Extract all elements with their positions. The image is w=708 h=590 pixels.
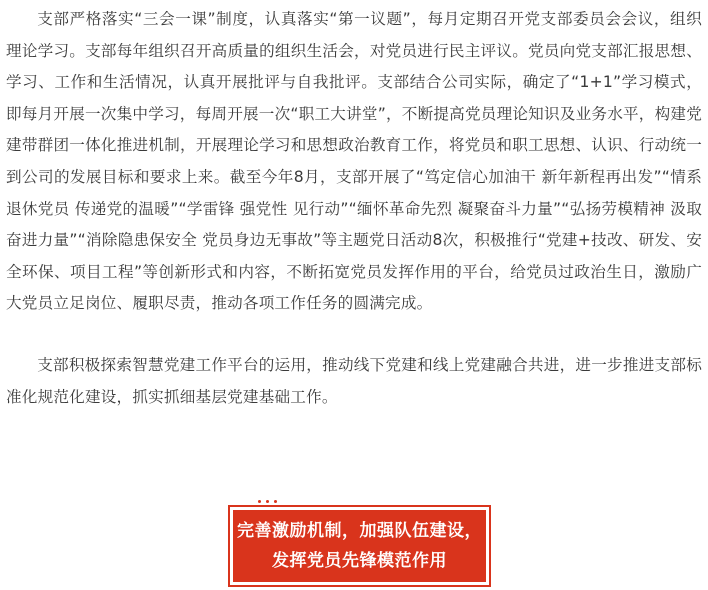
banner-heading-line-2: 发挥党员先锋模范作用 xyxy=(272,551,447,571)
article-body xyxy=(6,0,702,413)
banner-heading-line-1: 完善激励机制，加强队伍建设， xyxy=(237,521,482,541)
decorative-dots xyxy=(258,500,277,503)
banner-frame xyxy=(228,505,491,587)
paragraph-smart-party-platform: 支部积极探索智慧党建工作平台的运用，推动线下党建和线上党建融合共进，进一步推进支部标准化规范化建设，抓实抓细基层党建基础工作。 xyxy=(6,355,702,406)
decorative-dot xyxy=(274,500,277,503)
section-heading-banner xyxy=(228,505,491,587)
decorative-dot xyxy=(266,500,269,503)
banner-fill xyxy=(233,510,486,582)
paragraph-party-activities: 支部严格落实“三会一课”制度，认真落实“第一议题”，每月定期召开党支部委员会会议，组织理论学习。支部每年组织召开高质量的组织生活会，对党员进行民主评议。党员向党支部汇报思想、学习、工作和生活情况，认真开展批评与自我批评。支部结合公司实际，确定了“1+1”学习模式，即每月开展一次集中学习，每周开展一次“职工大讲堂”，不断提高党员理论知识及业务水平，构建党建带群团一体化推进机制，开展理论学习和思想政治教育工作，将党员和职工思想、认识、行动统一到公司的发展目标和要求上来。截至今年8月，支部开展了“笃定信心加油干 新年新程再出发”“情系退休党员 传递党的温暖”“学雷锋 强党性 见行动”“缅怀革命先烈 凝聚奋斗力量”“弘扬劳模精神 汲取奋进力量”“消除隐患保安全 党员身边无事故”等主题党日活动8次，积极推行“党建+技改、研发、安全环保、项目工程”等创新形式和内容，不断拓宽党员发挥作用的平台，给党员过政治生日，激励广大党员立足岗位、履职尽责，推动各项工作任务的圆满完成。 xyxy=(6,10,702,313)
decorative-dot xyxy=(258,500,261,503)
